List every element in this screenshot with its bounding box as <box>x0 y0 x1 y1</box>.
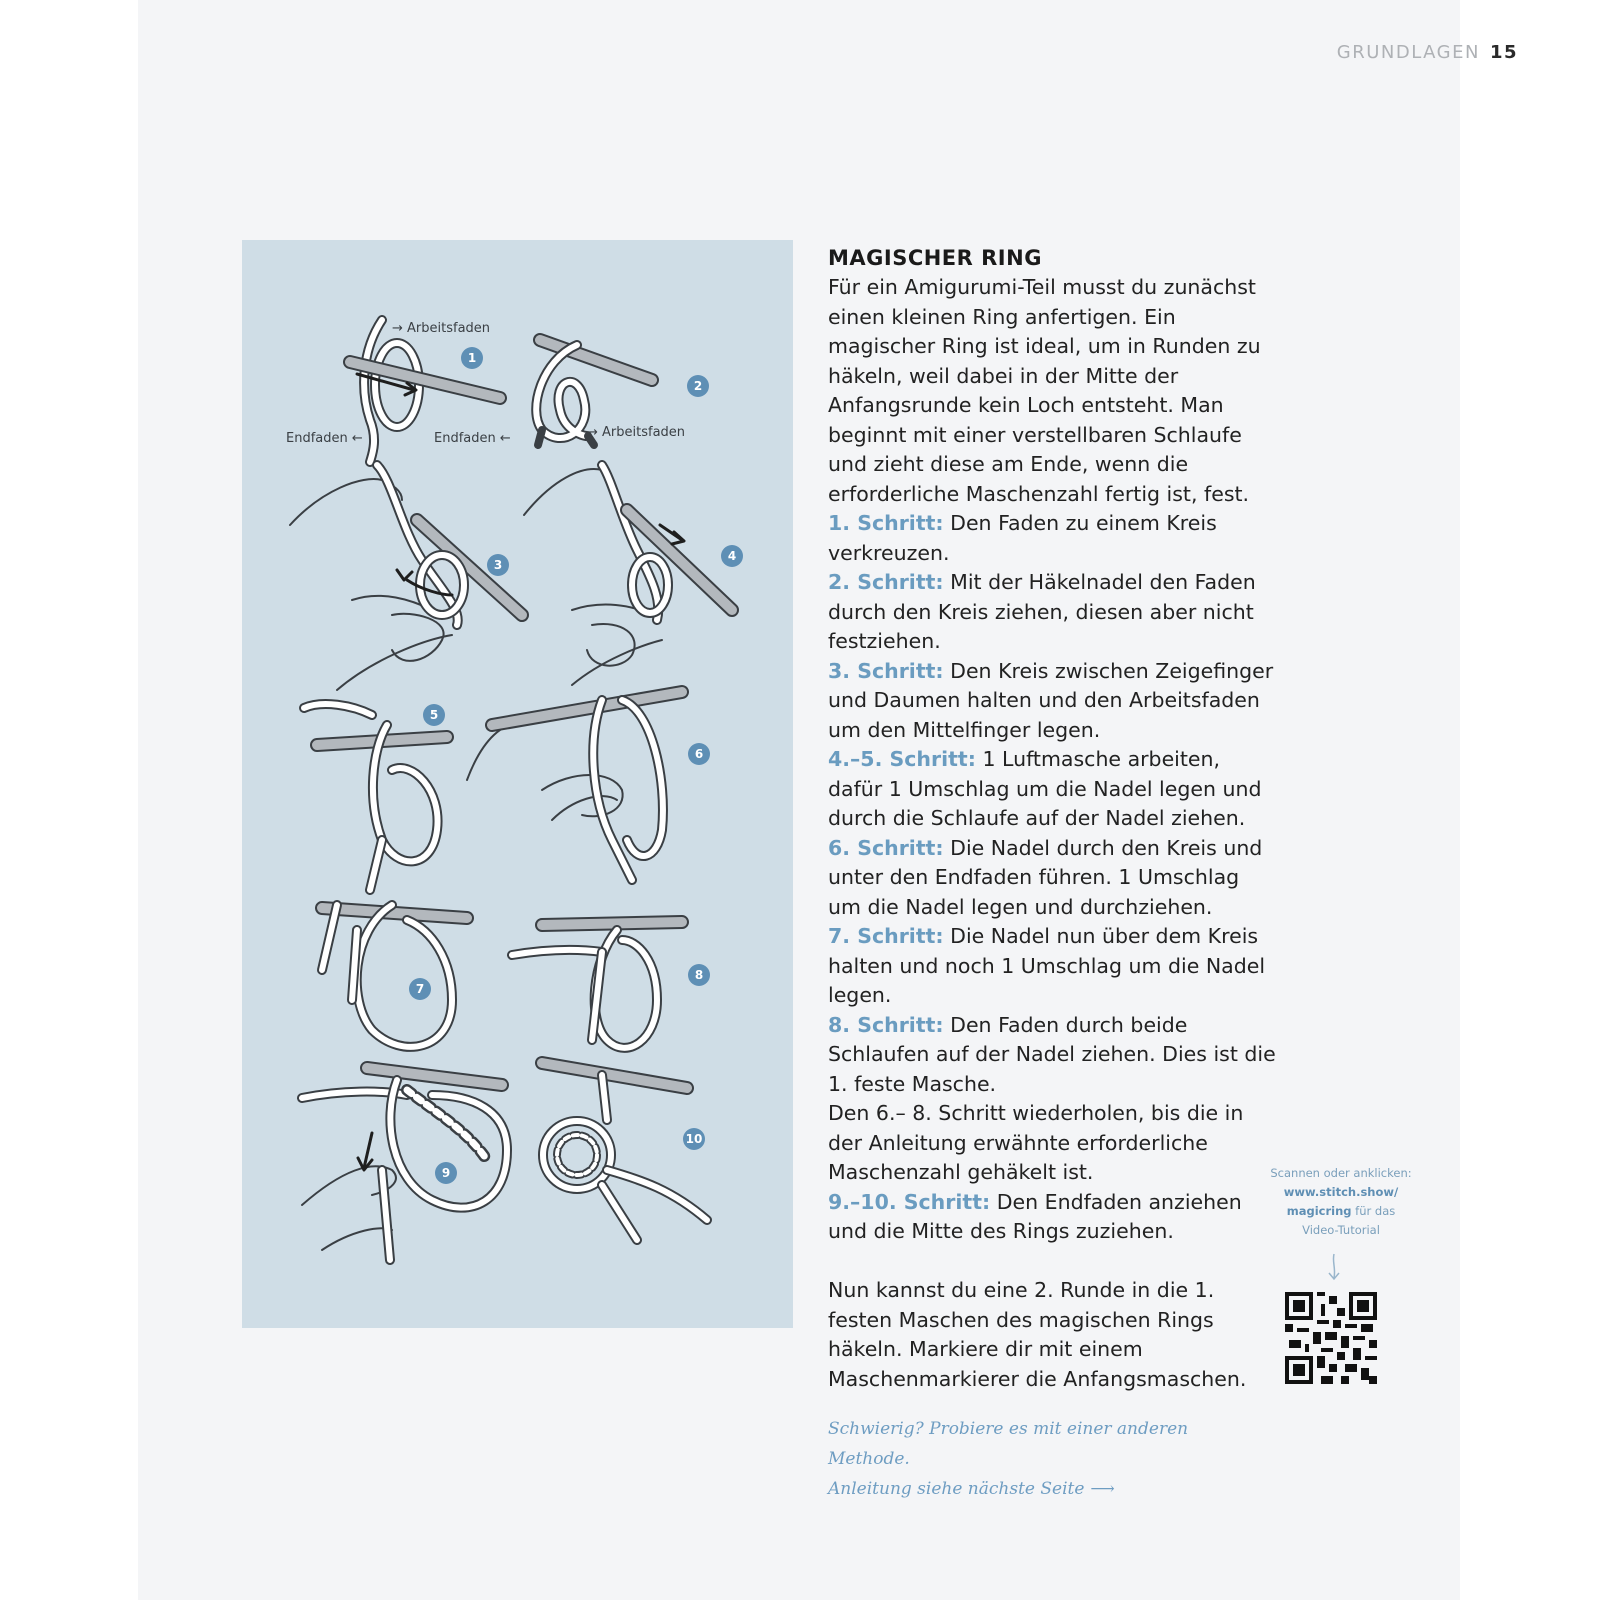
next-page-note <box>828 1414 1268 1504</box>
step-number-5 <box>423 704 445 726</box>
svg-text:5: 5 <box>429 708 439 722</box>
step-label: 3. Schritt: <box>828 658 944 683</box>
down-arrow-icon <box>1326 1252 1342 1282</box>
step-1 <box>828 509 1278 568</box>
step-8 <box>828 1011 1278 1100</box>
step-label: 7. Schritt: <box>828 924 944 948</box>
step-label: 8. Schritt: <box>828 1012 944 1037</box>
step-number-6 <box>688 743 710 765</box>
step-text: Mit der Häkelnadel den Faden durch den Kreis ziehen, diesen aber nicht festziehen. <box>828 570 1256 653</box>
step-text: 1 Luftmasche arbeiten, dafür 1 Umschlag um die Nadel legen und durch die Schlaufe auf der Nadel ziehen. <box>828 747 1262 830</box>
article-outro: Nun kannst du eine 2. Runde in die 1. festen Maschen des magischen Rings häkeln. Markiere dir mit einem Maschenmarkierer die Anfangsmaschen. <box>828 1278 1247 1391</box>
step-number-4 <box>721 545 743 567</box>
repeat-instruction: Den 6.– 8. Schritt wiederholen, bis die in der Anleitung erwähnte erforderliche Maschenzahl gehäkelt ist. <box>828 1101 1244 1184</box>
step-label: 2. Schritt: <box>828 570 944 594</box>
step-8-drawing <box>512 922 682 1048</box>
step-number-1 <box>461 347 483 369</box>
step-number-9 <box>435 1162 457 1184</box>
svg-text:3: 3 <box>493 558 503 572</box>
step-label: 4.–5. Schritt: <box>828 747 976 771</box>
qr-link-2[interactable]: magicring <box>1286 1204 1352 1218</box>
step-4-5 <box>828 745 1278 834</box>
step-number-3 <box>487 554 509 576</box>
arrow-right-icon: ⟶ <box>1090 1479 1115 1499</box>
step-label: 1. Schritt: <box>828 511 944 535</box>
svg-text:7: 7 <box>415 982 425 996</box>
step-label: 9.–10. Schritt: <box>828 1189 991 1214</box>
running-head-section: GRUNDLAGEN <box>1336 42 1480 63</box>
step-5-drawing <box>304 704 447 890</box>
step-number-7 <box>409 978 431 1000</box>
step-text: Den Faden zu einem Kreis verkreuzen. <box>828 511 1217 565</box>
label-endfaden-2: Endfaden ← <box>434 431 511 446</box>
step-text: Die Nadel durch den Kreis und unter den Endfaden führen. 1 Umschlag um die Nadel legen und durchziehen. <box>828 835 1263 919</box>
qr-caption <box>1262 1164 1420 1240</box>
step-3-drawing <box>290 465 522 690</box>
step-number-2 <box>687 375 709 397</box>
running-head <box>1337 42 1518 63</box>
svg-text:1: 1 <box>467 351 477 365</box>
qr-caption-line-3: Video-Tutorial <box>1302 1223 1380 1237</box>
step-3 <box>828 657 1278 746</box>
step-text: Die Nadel nun über dem Kreis halten und noch 1 Umschlag um die Nadel legen. <box>828 924 1266 1007</box>
step-6 <box>828 834 1278 923</box>
page-number: 15 <box>1489 42 1518 63</box>
qr-code-icon[interactable] <box>1285 1292 1377 1384</box>
step-7 <box>828 922 1278 1011</box>
step-text: Den Kreis zwischen Zeigefinger und Daumen halten und den Arbeitsfaden um den Mittelfinger legen. <box>828 658 1274 742</box>
step-9-10 <box>828 1188 1278 1247</box>
label-arbeitsfaden-2: → Arbeitsfaden <box>587 425 686 440</box>
label-arbeitsfaden-1: → Arbeitsfaden <box>392 321 491 336</box>
article-intro: Für ein Amigurumi-Teil musst du zunächst einen kleinen Ring anfertigen. Ein magischer Ring ist ideal, um in Runden zu häkeln, weil dabei in der Mitte der Anfangsrunde kein Loch entsteht. Man beginnt mit einer verstellbaren Schlaufe und zieht diese am Ende, wenn die erforderliche Maschenzahl fertig ist, fest. <box>828 275 1261 506</box>
svg-text:2: 2 <box>693 379 703 393</box>
svg-text:9: 9 <box>441 1166 451 1180</box>
article <box>828 244 1278 1394</box>
step-4-drawing <box>524 465 732 685</box>
qr-link[interactable]: www.stitch.show/ <box>1283 1185 1399 1199</box>
step-10-drawing <box>542 1063 707 1240</box>
step-text: Den Endfaden anziehen und die Mitte des Rings zuziehen. <box>828 1189 1242 1243</box>
note-line-2: Anleitung siehe nächste Seite <box>828 1479 1085 1499</box>
note-line-1: Schwierig? Probiere es mit einer anderen Methode. <box>828 1419 1189 1469</box>
qr-caption-line-2: für das <box>1351 1204 1396 1218</box>
step-number-10 <box>683 1128 705 1150</box>
step-text: Den Faden durch beide Schlaufen auf der Nadel ziehen. Dies ist die 1. feste Masche. <box>828 1012 1276 1096</box>
label-endfaden-1: Endfaden ← <box>286 431 363 446</box>
step-9-drawing <box>302 1068 507 1260</box>
svg-text:4: 4 <box>727 549 737 563</box>
spacer <box>828 1247 1278 1277</box>
step-2 <box>828 568 1278 657</box>
svg-text:8: 8 <box>694 968 704 982</box>
magic-ring-illustration <box>242 240 793 1328</box>
step-7-drawing <box>322 905 467 1047</box>
article-title: MAGISCHER RING <box>828 246 1042 270</box>
svg-text:10: 10 <box>685 1132 703 1146</box>
svg-text:6: 6 <box>694 747 704 761</box>
illustration-panel <box>242 240 793 1328</box>
step-label: 6. Schritt: <box>828 835 944 860</box>
qr-caption-line-1: Scannen oder anklicken: <box>1270 1166 1412 1180</box>
step-number-8 <box>688 964 710 986</box>
step-6-drawing <box>467 692 682 880</box>
